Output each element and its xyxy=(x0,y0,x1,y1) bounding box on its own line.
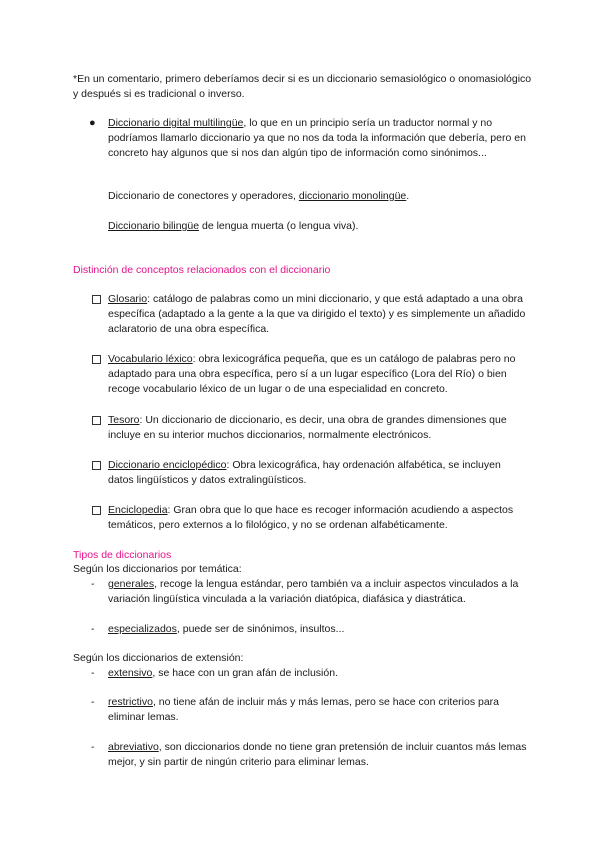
item-text: : catálogo de palabras como un mini diccionario, y que está adaptado a una obra específica (adaptado a la gente a la que va dirigido el texto) y es simplemente un añadido aclaratorio de una obra específica. xyxy=(108,293,526,335)
item-text: , se hace con un gran afán de inclusión. xyxy=(152,667,338,679)
item-text: , recoge la lengua estándar, pero también va a incluir aspectos vinculados a la variación lingüística vinculada a la variación diatópica, diafásica y diastrática. xyxy=(108,578,519,605)
item-enciclopedico xyxy=(108,458,528,488)
item-text: , no tiene afán de incluir más y más lemas, pero se hace con criterios para eliminar lemas. xyxy=(108,696,500,723)
item-extensivo xyxy=(108,666,528,681)
item-enciclopedia xyxy=(108,503,528,533)
item-tesoro xyxy=(108,413,528,443)
line3-suffix: de lengua muerta (o lengua viva). xyxy=(199,220,359,232)
line2-term: diccionario monolingüe xyxy=(298,190,407,202)
checkbox-vocabulario[interactable] xyxy=(92,355,101,364)
dash-marker: - xyxy=(91,623,95,635)
item-term: abreviativo xyxy=(108,741,159,753)
item-generales xyxy=(108,577,528,607)
subheading-tematica: Según los diccionarios por temática: xyxy=(73,563,242,575)
item-abreviativo xyxy=(108,740,528,770)
item-term: generales xyxy=(108,578,155,590)
bullet-dot: ● xyxy=(89,117,96,129)
item-term: especializados xyxy=(108,623,177,635)
item-glosario xyxy=(108,292,528,337)
item-vocabulario xyxy=(108,352,528,397)
item-term: Vocabulario léxico xyxy=(108,353,193,365)
item-term: Enciclopedia xyxy=(108,504,168,516)
section1-heading: Distinción de conceptos relacionados con el diccionario xyxy=(73,264,331,276)
item-term: Diccionario enciclopédico xyxy=(108,459,227,471)
item-text: : Obra lexicográfica, hay ordenación alfabética, se incluyen datos lingüísticos y datos extralingüísticos. xyxy=(108,459,501,486)
checkbox-glosario[interactable] xyxy=(92,295,101,304)
item-restrictivo xyxy=(108,695,528,725)
item-text: , puede ser de sinónimos, insultos... xyxy=(176,623,345,635)
subheading-extension: Según los diccionarios de extensión: xyxy=(73,652,244,664)
dash-marker: - xyxy=(91,578,95,590)
item-especializados xyxy=(108,622,528,637)
item-text: , son diccionarios donde no tiene gran pretensión de incluir cuantos más lemas mejor, y sin partir de ningún criterio para eliminar lemas. xyxy=(108,741,527,768)
line2-prefix: Diccionario de conectores y operadores, xyxy=(108,190,299,202)
bullet-term: Diccionario digital multilingüe xyxy=(108,117,244,129)
item-text: : obra lexicográfica pequeña, que es un catálogo de palabras pero no adaptado para una obra específica, pero sí a un lugar específico (Lora del Río) o bien recoge vocabulario léxico de un lugar o de una especialidad en concreto. xyxy=(108,353,516,395)
item-term: extensivo xyxy=(108,667,153,679)
item-term: restrictivo xyxy=(108,696,153,708)
checkbox-enciclopedia[interactable] xyxy=(92,506,101,515)
dash-marker: - xyxy=(91,741,95,753)
dash-marker: - xyxy=(91,696,95,708)
checkbox-enciclopedico[interactable] xyxy=(92,461,101,470)
item-text: : Gran obra que lo que hace es recoger información acudiendo a aspectos temáticos, pero externos a lo filológico, y no se ordenan alfabéticamente. xyxy=(108,504,514,531)
intro-paragraph: *En un comentario, primero deberíamos decir si es un diccionario semasiológico o onomasiológico y después si es tradicional o inverso. xyxy=(73,73,532,100)
item-text: : Un diccionario de diccionario, es decir, una obra de grandes dimensiones que incluye en su interior muchos diccionarios, normalmente electrónicos. xyxy=(108,414,507,441)
bullet-line3 xyxy=(108,219,528,234)
line2-suffix: . xyxy=(406,190,410,202)
line3-term: Diccionario bilingüe xyxy=(108,220,200,232)
bullet-line2 xyxy=(108,189,528,204)
item-term: Tesoro xyxy=(108,414,140,426)
dash-marker: - xyxy=(91,667,95,679)
section2-heading: Tipos de diccionarios xyxy=(73,549,172,561)
item-term: Glosario xyxy=(108,293,148,305)
checkbox-tesoro[interactable] xyxy=(92,416,101,425)
bullet-text: , lo que en un principio sería un traductor normal y no podríamos llamarlo diccionario ya que no nos da toda la información que debería, pero en concreto hay algunos que si nos dan algún tipo de información como sinónimos... xyxy=(108,117,526,159)
bullet-paragraph xyxy=(108,116,528,161)
